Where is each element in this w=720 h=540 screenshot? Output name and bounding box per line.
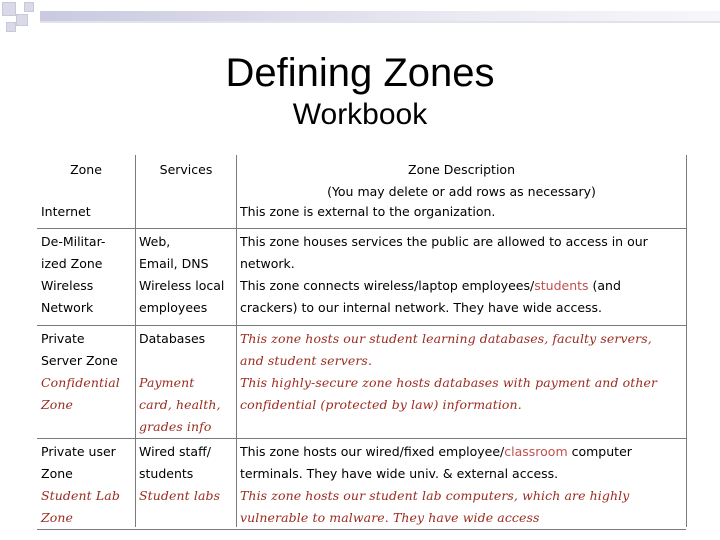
services-private-user: Wired staff/ students [139, 444, 211, 481]
services-private-server: Databases [139, 331, 206, 346]
description-private-server: This zone hosts our student learning databases, faculty servers, and student servers. [240, 331, 652, 368]
table-header-row [37, 155, 686, 228]
highlight-classroom: classroom [504, 444, 568, 459]
header-description-title: Zone Description [408, 162, 515, 177]
table-row [37, 438, 686, 530]
zone-student-lab: Student Lab Zone [41, 488, 120, 525]
table-right-border [686, 155, 687, 527]
table-row [37, 325, 686, 438]
slide-title: Defining Zones [225, 51, 495, 95]
zone-dmz: De-Militar- ized Zone [41, 234, 106, 271]
header-description-note: (You may delete or add rows as necessary) [327, 184, 596, 199]
description-private-user: This zone hosts our wired/fixed employee/classroom computer terminals. They have wide univ. & external access. [240, 444, 632, 481]
services-confidential: Payment card, health, grades info [139, 375, 221, 434]
description-student-lab: This zone hosts our student lab computers, which are highly vulnerable to malware. They have wide access [240, 488, 630, 525]
services-wireless: Wireless local employees [139, 278, 225, 315]
corner-decoration [0, 0, 40, 40]
header-services: Services [159, 162, 213, 177]
zone-confidential: Confidential Zone [41, 375, 120, 412]
zone-internet: Internet [41, 204, 91, 219]
slide-subtitle: Workbook [292, 98, 428, 131]
top-banner-bar [40, 11, 720, 21]
description-dmz: This zone houses services the public are allowed to access in our network. [240, 234, 648, 271]
description-wireless: This zone connects wireless/laptop employees/students (and crackers) to our internal network. They have wide access. [240, 278, 621, 315]
zone-private-user: Private user Zone [41, 444, 116, 481]
highlight-students: students [534, 278, 589, 293]
header-zone: Zone [70, 162, 102, 177]
services-dmz: Web, Email, DNS [139, 234, 209, 271]
top-banner-rule [40, 21, 720, 23]
description-confidential: This highly-secure zone hosts databases with payment and other confidential (protected by law) information. [240, 375, 658, 412]
zone-private-server: Private Server Zone [41, 331, 118, 368]
table-row [37, 228, 686, 325]
services-student-lab: Student labs [139, 488, 221, 503]
header-description [237, 159, 686, 203]
zone-wireless: Wireless Network [41, 278, 94, 315]
description-internet: This zone is external to the organization. [240, 204, 496, 219]
zones-table [37, 155, 686, 530]
